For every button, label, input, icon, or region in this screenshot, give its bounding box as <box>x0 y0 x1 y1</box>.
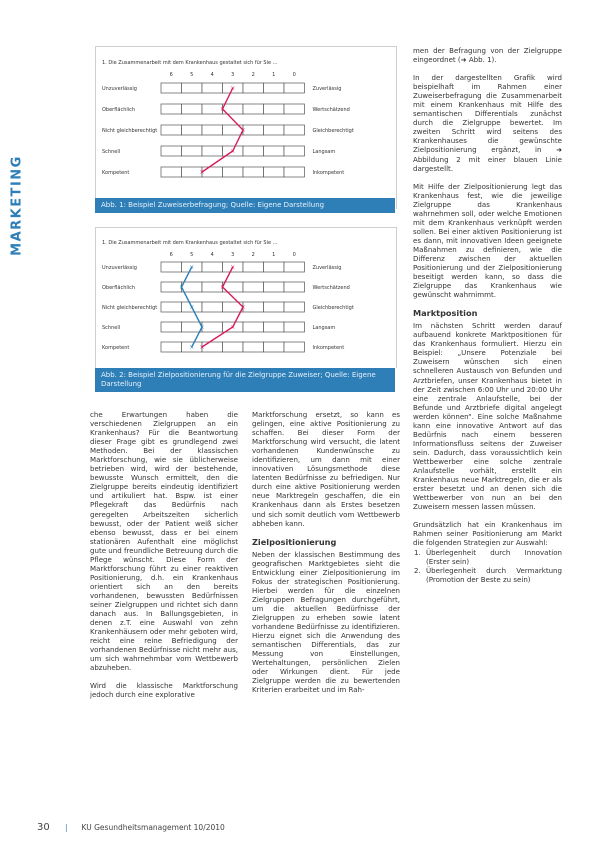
page-number: 30 <box>37 822 50 833</box>
rating-cell <box>243 322 264 332</box>
rating-cell <box>182 146 203 156</box>
rating-cell <box>284 342 305 352</box>
figure-1-caption: Abb. 1: Beispiel Zuweiserbefragung; Quelle: Eigene Darstellung <box>95 198 395 213</box>
figure-2 <box>95 227 397 368</box>
rating-cell <box>202 125 223 135</box>
rating-cell <box>264 146 285 156</box>
scale-label: 6 <box>169 72 173 78</box>
scale-label: 5 <box>190 252 194 258</box>
rating-cell <box>202 262 223 272</box>
rating-cell <box>264 282 285 292</box>
scale-label: 0 <box>292 72 296 78</box>
rating-cell <box>264 125 285 135</box>
right-attribute-label: Zuverlässig <box>312 86 342 92</box>
data-point-marker: × <box>230 324 236 331</box>
section-tab <box>0 150 27 270</box>
figure-title: 1. Die Zusammenarbeit mit dem Krankenhaus gestaltet sich für Sie ... <box>102 60 278 66</box>
rating-cell <box>284 322 305 332</box>
data-point-marker: × <box>189 304 195 311</box>
data-point-marker: × <box>219 106 226 113</box>
rating-cell <box>182 83 203 93</box>
right-attribute-label: Gleichberechtigt <box>312 305 354 311</box>
right-attribute-label: Inkompetent <box>312 170 345 176</box>
left-attribute-label: Kompetent <box>102 170 130 176</box>
scale-label: 3 <box>231 72 235 78</box>
figure-1-chart <box>96 47 396 199</box>
rating-cell <box>264 167 285 177</box>
scale-label: 0 <box>292 252 296 258</box>
rating-cell <box>243 146 264 156</box>
scale-label: 3 <box>231 252 235 258</box>
strategy-list <box>413 548 562 584</box>
rating-cell <box>182 125 203 135</box>
scale-label: 1 <box>272 72 276 78</box>
scale-label: 2 <box>251 72 255 78</box>
left-attribute-label: Schnell <box>102 325 121 331</box>
section-heading-marktposition: Marktposition <box>413 308 478 319</box>
right-attribute-label: Gleichberechtigt <box>312 128 354 134</box>
left-attribute-label: Oberflächlich <box>102 107 136 113</box>
section-tab-label: MARKETING <box>9 155 25 256</box>
data-point-marker: × <box>199 169 205 176</box>
rating-cell <box>284 125 305 135</box>
rating-cell <box>284 262 305 272</box>
data-point-marker: × <box>230 85 236 92</box>
rating-cell <box>284 146 305 156</box>
rating-cell <box>264 322 285 332</box>
rating-cell <box>161 262 182 272</box>
data-point-marker: × <box>240 304 246 311</box>
scale-label: 1 <box>272 252 276 258</box>
left-attribute-label: Nicht gleichberechtigt <box>102 305 158 311</box>
scale-label: 6 <box>169 252 173 258</box>
paragraph: che Erwartungen haben die verschiedenen Zielgruppen an ein Krankenhaus? Für die Beantwortung dieser Frage gibt es grundlegend zwei Methoden. Bei der klassischen Marktforschung, wie sie üblicherweise betrieben wird, wird der bestehende, bewusste Wunsch ermittelt, den die Zielgruppe bereits eindeutig identifiziert und artikuliert hat. Bspw. ist einer Pflegekraft das Bedürfnis nach geregelten Arbeitszeiten sicherlich bewusst, oder der Patient weiß sicher ebenso bewusst, dass er bei einem stationären Aufenthalt eine möglichst gute und freundliche Betreuung durch die Pflege wünscht. Diese Form der Marktforschung führt zu einer reaktiven Positionierung, d.h. ein Krankenhaus orientiert sich an den bereits vorhandenen, bewussten Bedürfnissen seiner Zielgruppen und richtet sich dann danach aus. In Ballungsgebieten, in denen z.T. eine Auswahl von zehn Krankenhäusern oder mehr geboten wird, reicht eine reine Befriedigung der vorhandenen Bedürfnisse nicht mehr aus, um sich wahrnehmbar vom Wettbewerb abzuheben. <box>90 410 238 673</box>
figure-2-caption: Abb. 2: Beispiel Zielpositionierung für die Zielgruppe Zuweiser; Quelle: Eigene Darstellung <box>95 368 395 392</box>
rating-cell <box>264 104 285 114</box>
right-attribute-label: Zuverlässig <box>312 265 342 271</box>
paragraph: Mit Hilfe der Zielpositionierung legt das Krankenhaus fest, wie die jeweilige Zielgruppe das Krankenhaus wahrnehmen soll, oder welche Emotionen mit dem Krankenhaus verknüpft werden sollen. Bei einer aktiven Positionierung ist es dann, mit innovativen Ideen geeignete Maßnahmen zu definieren, wie die Differenz zwischen der aktuellen Positionierung und der Zielpositionierung beseitigt werden kann, so dass die Zielgruppe das Krankenhaus wie gewünscht wahrnimmt. <box>413 181 562 300</box>
rating-cell <box>243 282 264 292</box>
right-attribute-label: Inkompetent <box>312 345 345 351</box>
data-point-marker: × <box>240 127 246 134</box>
rating-cell <box>264 83 285 93</box>
scale-label: 5 <box>190 72 194 78</box>
left-attribute-label: Nicht gleichberechtigt <box>102 128 158 134</box>
column-1 <box>90 410 238 708</box>
scale-label: 4 <box>210 72 214 78</box>
figure-2-chart <box>96 228 396 368</box>
rating-cell <box>223 342 244 352</box>
right-attribute-label: Langsam <box>312 325 336 331</box>
data-point-marker: × <box>230 264 236 271</box>
figure-1 <box>95 46 397 209</box>
left-attribute-label: Unzuverlässig <box>102 265 137 271</box>
paragraph: men der Befragung von der Zielgruppe eingeordnet (➜ Abb. 1). <box>413 46 562 65</box>
rating-cell <box>243 342 264 352</box>
rating-cell <box>161 146 182 156</box>
left-attribute-label: Unzuverlässig <box>102 86 137 92</box>
rating-cell <box>284 167 305 177</box>
rating-cell <box>161 83 182 93</box>
data-point-marker: × <box>199 344 205 351</box>
rating-cell <box>243 83 264 93</box>
rating-cell <box>161 342 182 352</box>
right-column-top <box>413 46 562 585</box>
rating-cell <box>223 167 244 177</box>
rating-cell <box>284 302 305 312</box>
paragraph: Marktforschung ersetzt, so kann es gelingen, eine aktive Positionierung zu schaffen. Bei dieser Form der Marktforschung wird versucht, die latent vorhandenen Kundenwünsche zu identifizieren, um dann mit einer innovativen Lösungsmethode diese latenten Bedürfnisse zu befriedigen. Nur durch eine aktive Positionierung werden neue Marktregeln geschaffen, die ein Krankenhaus dann als Erstes besetzen und sich somit deutlich vom Wettbewerb abheben kann. <box>252 410 400 528</box>
rating-cell <box>202 83 223 93</box>
rating-cell <box>243 167 264 177</box>
left-attribute-label: Schnell <box>102 149 121 155</box>
paragraph: Grundsätzlich hat ein Krankenhaus im Rahmen seiner Positionierung am Markt die folgenden Strategien zur Auswahl: <box>413 520 562 548</box>
rating-cell <box>202 167 223 177</box>
left-attribute-label: Oberflächlich <box>102 285 136 291</box>
data-point-marker: × <box>230 148 236 155</box>
right-attribute-label: Langsam <box>312 149 336 155</box>
right-attribute-label: Wertschätzend <box>312 285 350 291</box>
list-item: 1. Überlegenheit durch Innovation (Erster sein) <box>423 548 562 566</box>
rating-cell <box>264 302 285 312</box>
paragraph: Im nächsten Schritt werden darauf aufbauend konkrete Marktpositionen für das Krankenhaus formuliert. Hierzu ein Beispiel: „Unsere Potenziale bei Zuweisern wünschen sich einen schnelleren Austausch von Befunden und Arztbriefen, unser Krankenhaus bietet in der Zeit zwischen 6:00 Uhr und 20:00 Uhr eine zentrale Anlaufstelle, bei der Befunde und Arztbriefe digital angelegt werden können“. Eine solche Maßnahme kann eine innovative Antwort auf das Bedürfnis nach einem besseren Informationsfluss seitens der Zuweiser sein. Dadurch, dass voraussichtlich kein Wettbewerber eine solche zentrale Anlaufstelle vorhält, erstellt ein Krankenhaus neue Marktregeln, die er als erster besetzt und an denen sich die Wettbewerber von nun an bei den Zuweisern messen lassen müssen. <box>413 321 562 512</box>
rating-cell <box>202 146 223 156</box>
right-attribute-label: Wertschätzend <box>312 107 350 113</box>
scale-label: 2 <box>251 252 255 258</box>
rating-cell <box>284 104 305 114</box>
rating-cell <box>161 302 182 312</box>
rating-cell <box>264 262 285 272</box>
section-heading-zielpositionierung: Zielpositionierung <box>252 536 337 547</box>
paragraph: Neben der klassischen Bestimmung des geografischen Marktgebietes sieht die Entwicklung einer Zielpositionierung im Fokus der strategischen Positionierung. Hierbei werden für die einzelnen Zielgruppen Befragungen durchgeführt, um die aktuellen Bedürfnisse der Zielgruppen zu erheben sowie latent vorhandene Bedürfnisse zu identifizieren. Hierzu eignet sich die Anwendung des semantischen Differentials, das zur Messung von Einstellungen, Wertehaltungen, persönlichen Zielen oder Wirkungen dient. Für jede Zielgruppe werden die zu bewertenden Kriterien erarbeitet und im Rah- <box>252 549 400 695</box>
rating-cell <box>161 322 182 332</box>
rating-cell <box>161 125 182 135</box>
rating-cell <box>243 104 264 114</box>
rating-cell <box>202 322 223 332</box>
journal-name: KU Gesundheitsmanagement 10/2010 <box>81 823 225 832</box>
scale-label: 4 <box>210 252 214 258</box>
data-point-marker: × <box>199 324 205 331</box>
rating-cell <box>202 342 223 352</box>
rating-cell <box>161 167 182 177</box>
list-item: 2. Überlegenheit durch Vermarktung (Promotion der Beste zu sein) <box>423 566 562 584</box>
rating-cell <box>243 302 264 312</box>
figure-title: 1. Die Zusammenarbeit mit dem Krankenhaus gestaltet sich für Sie ... <box>102 240 278 246</box>
rating-cell <box>182 282 203 292</box>
rating-cell <box>182 104 203 114</box>
rating-cell <box>243 125 264 135</box>
rating-cell <box>284 282 305 292</box>
left-attribute-label: Kompetent <box>102 345 130 351</box>
footer-separator: | <box>65 823 68 832</box>
data-point-marker: × <box>219 284 226 291</box>
data-point-marker: × <box>189 264 195 271</box>
paragraph: Wird die klassische Marktforschung jedoch durch eine explorative <box>90 681 238 700</box>
column-2 <box>252 410 400 703</box>
rating-cell <box>161 104 182 114</box>
page-footer <box>37 822 225 833</box>
paragraph: In der dargestellten Grafik wird beispielhaft im Rahmen einer Zuweiserbefragung die Zusammenarbeit mit einem Krankenhaus mit Hilfe des semantischen Differentials zunächst durch die Zielgruppe bewertet. Im zweiten Schritt wird seitens des Krankenhauses die gewünschte Zielpositionierung ergänzt, in ➜ Abbildung 2 mit einer blauen Linie dargestellt. <box>413 73 562 173</box>
rating-cell <box>243 262 264 272</box>
rating-cell <box>284 83 305 93</box>
rating-cell <box>202 302 223 312</box>
rating-cell <box>264 342 285 352</box>
data-point-marker: × <box>189 344 195 351</box>
data-point-marker: × <box>178 284 185 291</box>
